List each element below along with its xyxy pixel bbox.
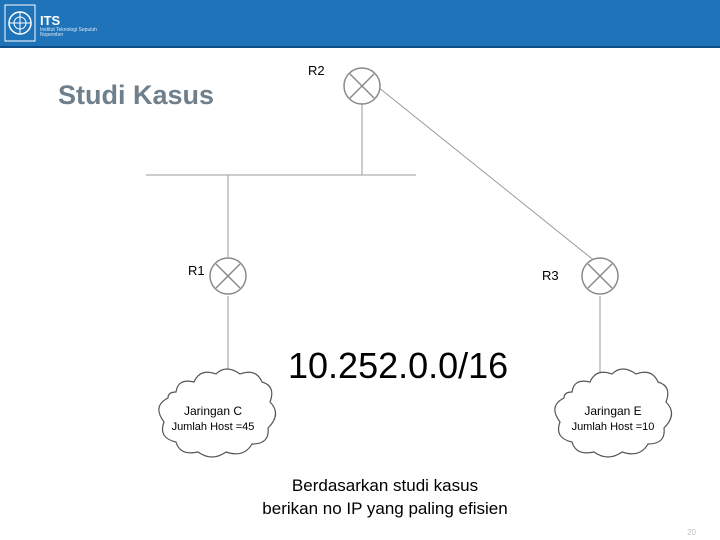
- router-r2-icon: [344, 68, 380, 104]
- router-r3-icon: [582, 258, 618, 294]
- logo-subtext: Institut Teknologi Sepuluh Nopember: [40, 27, 97, 38]
- ip-block: 10.252.0.0/16: [288, 345, 509, 386]
- network-e-hosts: Jumlah Host =10: [571, 421, 655, 433]
- slide-title: Studi Kasus: [58, 80, 215, 110]
- router-label-r1: R1: [188, 263, 205, 278]
- router-r1-icon: [210, 258, 246, 294]
- network-c-hosts: Jumlah Host =45: [171, 421, 255, 433]
- network-c-name: Jaringan C: [183, 404, 243, 418]
- router-label-r2: R2: [308, 63, 325, 78]
- network-e-name: Jaringan E: [584, 404, 642, 418]
- caption: [230, 474, 540, 520]
- caption-line-1: Berdasarkan studi kasus: [291, 476, 479, 495]
- router-label-r3: R3: [542, 268, 559, 283]
- logo-text: ITS: [40, 13, 61, 28]
- caption-line-2: berikan no IP yang paling efisien: [262, 499, 508, 518]
- network-e-label: [563, 403, 663, 435]
- network-c-label: [163, 403, 263, 435]
- page-number: 20: [687, 528, 696, 537]
